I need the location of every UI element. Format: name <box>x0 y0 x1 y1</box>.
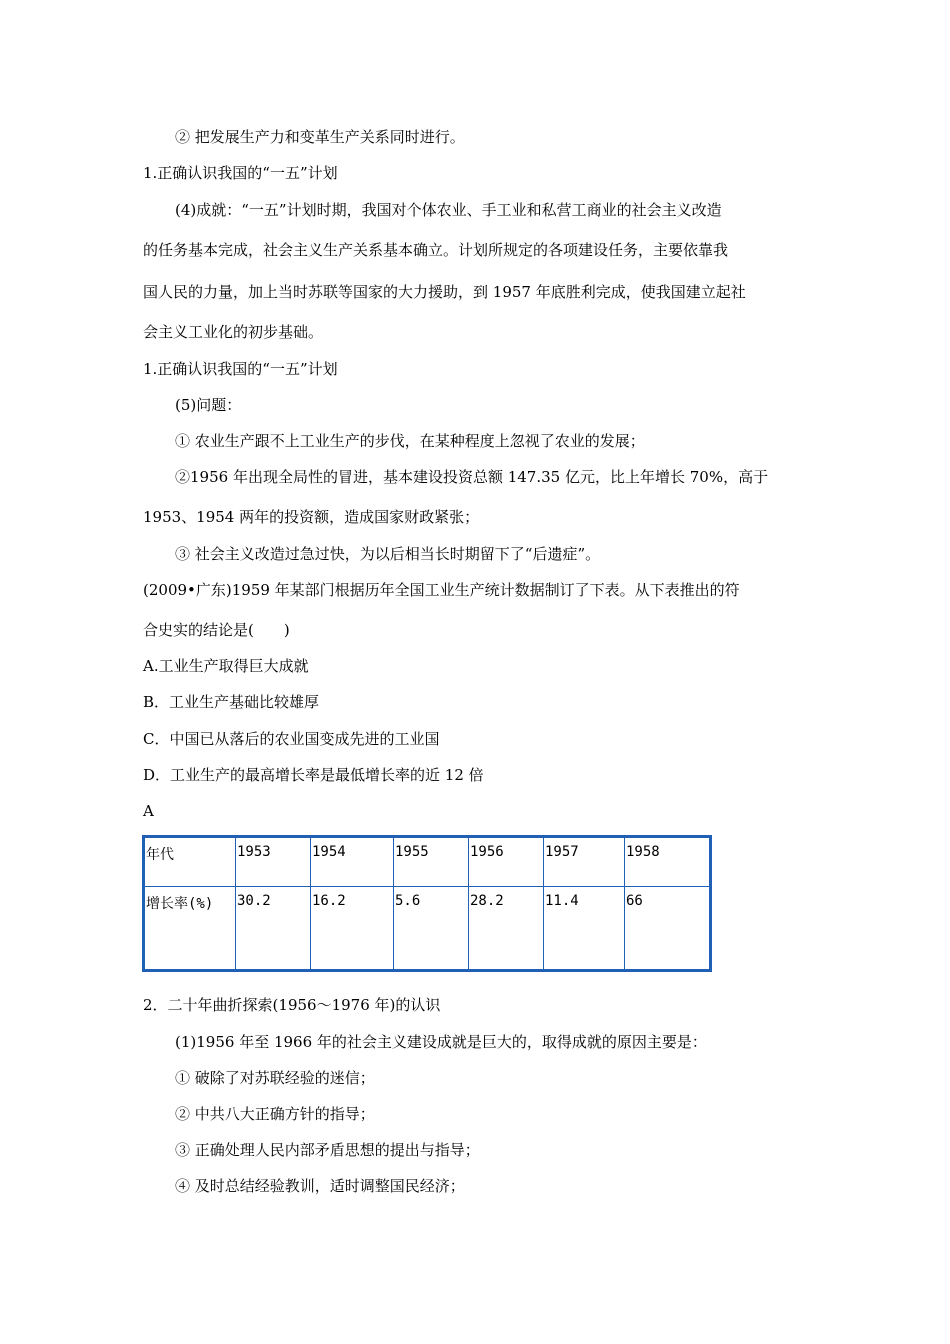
table-row <box>144 837 711 887</box>
text-line-9: ① 农业生产跟不上工业生产的步伐，在某种程度上忽视了农业的发展； <box>175 432 645 450</box>
option-d: D．工业生产的最高增长率是最低增长率的近 12 倍 <box>143 766 484 784</box>
section-heading-exploration: 2．二十年曲折探索(1956～1976 年)的认识 <box>143 996 441 1014</box>
table-cell: 28.2 <box>469 887 544 971</box>
text-line-21: (1)1956 年至 1966 年的社会主义建设成就是巨大的，取得成就的原因主要是： <box>175 1033 707 1051</box>
growth-rate-table <box>142 835 712 972</box>
text-line-8: (5)问题： <box>175 396 242 414</box>
text-line-24: ③ 正确处理人民内部矛盾思想的提出与指导； <box>175 1141 480 1159</box>
text-line-10: ②1956 年出现全局性的冒进，基本建设投资总额 147.35 亿元，比上年增长 70%，高于 <box>175 468 769 486</box>
table-cell: 1958 <box>625 837 711 887</box>
text-line-6: 会主义工业化的初步基础。 <box>143 323 324 341</box>
section-heading-plan: 1.正确认识我国的“一五”计划 <box>143 164 338 182</box>
table-row <box>144 887 711 971</box>
text-line-11: 1953、1954 两年的投资额，造成国家财政紧张； <box>143 508 480 526</box>
table-cell: 1955 <box>394 837 469 887</box>
table-cell: 5.6 <box>394 887 469 971</box>
text-line-22: ① 破除了对苏联经验的迷信； <box>175 1069 375 1087</box>
text-line-5: 国人民的力量，加上当时苏联等国家的大力援助，到 1957 年底胜利完成，使我国建立起社 <box>143 283 746 301</box>
text-line-3: (4)成就：“一五”计划时期，我国对个体农业、手工业和私营工商业的社会主义改造 <box>175 201 722 219</box>
table-cell: 66 <box>625 887 711 971</box>
option-a: A.工业生产取得巨大成就 <box>143 657 309 675</box>
answer: A <box>143 802 154 820</box>
table-cell: 30.2 <box>236 887 311 971</box>
section-heading-plan-2: 1.正确认识我国的“一五”计划 <box>143 360 338 378</box>
table-cell: 1957 <box>544 837 625 887</box>
table-cell: 增长率(%) <box>144 887 236 971</box>
text-line-23: ② 中共八大正确方针的指导； <box>175 1105 375 1123</box>
text-line-4: 的任务基本完成，社会主义生产关系基本确立。计划所规定的各项建设任务，主要依靠我 <box>143 241 729 259</box>
option-c: C．中国已从落后的农业国变成先进的工业国 <box>143 730 440 748</box>
table-cell: 16.2 <box>311 887 394 971</box>
question-stem: (2009•广东)1959 年某部门根据历年全国工业生产统计数据制订了下表。从下表推出的符 <box>143 581 740 599</box>
text-line-25: ④ 及时总结经验教训，适时调整国民经济； <box>175 1177 465 1195</box>
table-cell: 1953 <box>236 837 311 887</box>
text-line-1: ② 把发展生产力和变革生产关系同时进行。 <box>175 128 465 146</box>
question-stem-cont: 合史实的结论是( ) <box>143 621 290 639</box>
table-cell: 11.4 <box>544 887 625 971</box>
table-cell: 年代 <box>144 837 236 887</box>
table-cell: 1956 <box>469 837 544 887</box>
option-b: B．工业生产基础比较雄厚 <box>143 693 320 711</box>
text-line-12: ③ 社会主义改造过急过快，为以后相当长时期留下了“后遗症”。 <box>175 545 601 563</box>
table-cell: 1954 <box>311 837 394 887</box>
